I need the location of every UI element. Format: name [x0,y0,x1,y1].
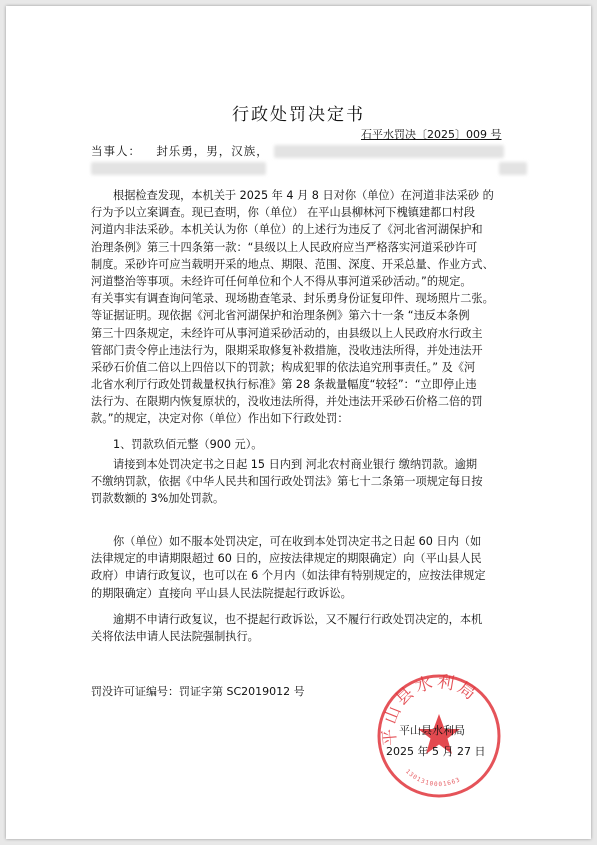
paragraph-line: 法行为、在限期内恢复原状的，没收违法所得，并处违法开采砂石价格二倍的罚 [91,395,483,409]
paragraph-line: 请接到本处罚决定书之日起 15 日内到 河北农村商业银行 缴纳罚款。逾期 [113,458,478,471]
paragraph-line: 不缴纳罚款，依据《中华人民共和国行政处罚法》第七十二条第一项规定每日按 [91,475,483,489]
redacted-block [91,162,266,175]
paragraph-line: 有关事实有调查询问笔录、现场勘查笔录、封乐勇身份证复印件、现场照片二张。 [91,292,494,306]
document-number [361,126,502,142]
paragraph-line: 北省水利厅行政处罚裁量权执行标准》第 28 条裁量幅度“较轻”：“立即停止违 [91,378,477,392]
party-label: 当事人： [91,144,141,158]
paragraph-line: 政府）申请行政复议，也可以在 6 个月内（如法律有特别规定的，应按法律规定 [91,569,486,583]
paragraph-line: 等证据证明。现依据《河北省河湖保护和治理条例》第六十一条 “违反本条例 [91,309,470,323]
document-number-text: 石平水罚决〔2025〕009 号 [361,128,502,141]
paragraph-line: 采砂石价值二倍以上四倍以下的罚款；构成犯罪的依法追究刑事责任。” 及《河 [91,360,476,374]
decision-paragraph [91,187,523,428]
enforcement-paragraph [91,611,523,645]
paragraph-line: 的期限确定）直接向 平山县人民法院提起行政诉讼。 [91,586,352,600]
penalty-item [91,436,523,453]
issuer-name: 平山县水利局 [399,724,465,737]
issue-date: 2025 年 5 月 27 日 [386,745,486,758]
paragraph-line: 你（单位）如不服本处罚决定，可在收到本处罚决定书之日起 60 日内（如 [113,535,482,548]
paragraph-line: 第三十四条规定，未经许可从事河道采砂活动的，由县级以上人民政府水行政主 [91,326,483,340]
redacted-block [499,162,527,175]
paragraph-line: 治理条例》第三十四条第一款：“县级以上人民政府应当严格落实河道采砂许可 [91,240,478,254]
paragraph-line: 逾期不申请行政复议，也不提起行政诉讼，又不履行行政处罚决定的，本机 [113,613,483,626]
paragraph-line: 制度。采砂许可应当载明开采的地点、期限、范围、深度、开采总量、作业方式、 [91,257,494,271]
paragraph-line: 款。”的规定，决定对你（单位）作出如下行政处罚： [91,412,349,426]
paragraph-line: 河道整治等事项。未经许可任何单位和个人不得从事河道采砂活动。”的规定。 [91,274,472,288]
paragraph-line: 根据检查发现，本机关于 2025 年 4 月 8 日对你（单位）在河道非法采砂 的 [113,189,494,202]
payment-paragraph [91,456,523,508]
seal-text: 平山县水利局 [379,671,482,747]
permit-number: 罚没许可证编号：罚证字第 SC2019012 号 [91,685,305,698]
document-page [6,6,591,839]
paragraph-line: 行为予以立案调查。现已查明，你（单位） 在平山县柳林河下槐镇建都口村段 [91,206,475,220]
paragraph-line: 罚款数额的 3%加处罚款。 [91,492,225,506]
party-info: 封乐勇，男，汉族， [156,144,269,158]
appeal-paragraph [91,533,523,602]
paragraph-line: 1、罚款玖佰元整（900 元）。 [113,438,263,451]
redacted-block [274,145,504,158]
document-title: 行政处罚决定书 [232,105,365,125]
paragraph-line: 管部门责令停止违法行为，限期采取修复补救措施，没收违法所得，并处违法开 [91,343,483,357]
paragraph-line: 关将依法申请人民法院强制执行。 [91,630,259,644]
paragraph-line: 法律规定的申请期限超过 60 日的，应按法律规定的期限确定）向（平山县人民 [91,552,482,566]
svg-text:1301310001663 [404,768,462,788]
seal-code: 1301310001663 [404,767,462,789]
paragraph-line: 河道内非法采砂。本机关认为你（单位）的上述行为违反了《河北省河湖保护和 [91,223,483,237]
party-line [91,143,269,159]
